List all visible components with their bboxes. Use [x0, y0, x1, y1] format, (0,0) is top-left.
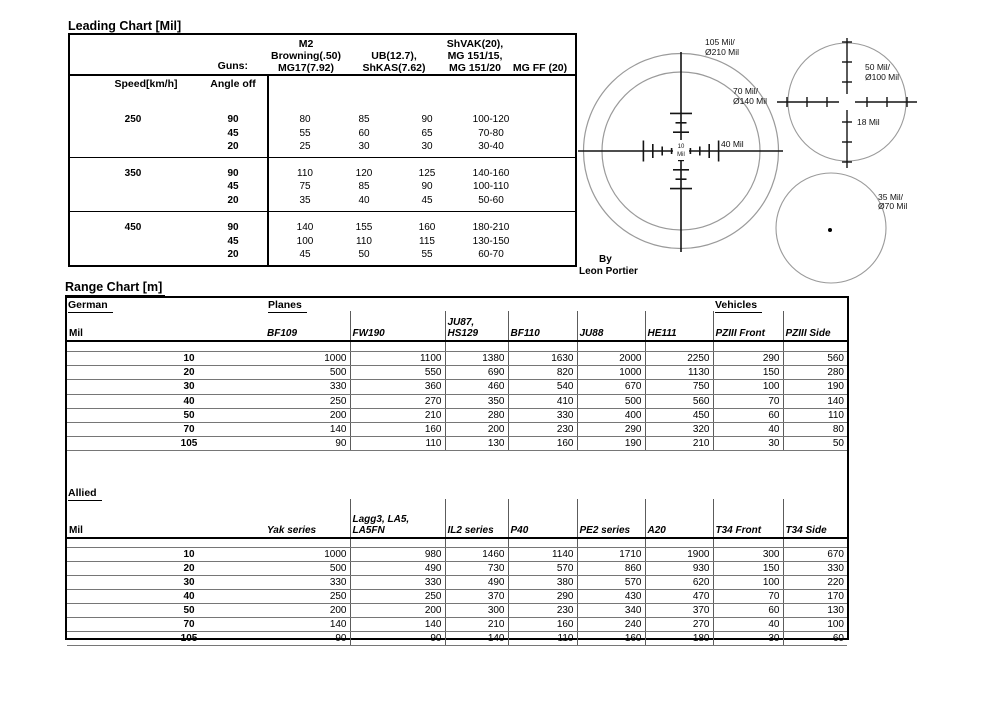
lead-value-cell: 125: [418, 168, 436, 179]
range-cell: 30: [713, 437, 783, 451]
lead-value-cell: 30-40: [478, 141, 504, 152]
range-cell: 560: [645, 394, 713, 408]
leading-group-divider-2: [70, 211, 575, 212]
range-cell: 60: [713, 604, 783, 618]
range-cell: 460: [445, 380, 508, 394]
column-header-line: HE111: [647, 327, 677, 339]
lead-value-cell: 25: [299, 141, 311, 152]
range-cell: 820: [508, 366, 577, 380]
lead-value-cell: 30: [358, 141, 370, 152]
spacer-row: [67, 538, 847, 548]
range-cell: 380: [508, 576, 577, 590]
range-cell: 410: [508, 394, 577, 408]
range-cell: 70: [713, 590, 783, 604]
section-label-vehicles: Vehicles: [715, 299, 762, 313]
speed-cell: 450: [124, 222, 142, 233]
range-cell: 430: [577, 590, 645, 604]
column-header-line: Lagg3, LA5,: [352, 514, 410, 525]
range-cell: 230: [508, 423, 577, 437]
range-cell: 160: [577, 632, 645, 646]
angle-cell: 90: [227, 222, 239, 233]
lead-value-cell: 50-60: [478, 194, 504, 206]
leading-row: [70, 194, 575, 207]
data-row: [67, 590, 847, 604]
column-header-line: PE2 series: [579, 524, 631, 536]
range-cell: 330: [350, 576, 445, 590]
column-header-line: IL2 series: [447, 524, 494, 536]
data-row: [67, 366, 847, 380]
range-cell: 450: [645, 408, 713, 422]
range-cell: 930: [645, 562, 713, 576]
dot-sight-label-line2: Ø70 Mil: [878, 201, 908, 211]
inner-circle-label-line1: 70 Mil/: [733, 86, 759, 96]
range-cell: 180: [645, 632, 713, 646]
header-row: [67, 311, 847, 341]
column-header-line: P40: [510, 524, 529, 536]
lead-value-cell: 130-150: [472, 235, 510, 247]
range-cell: 370: [445, 590, 508, 604]
range-cell: 500: [265, 562, 350, 576]
angle-cell: 20: [227, 194, 239, 206]
range-cell: 980: [350, 548, 445, 562]
range-cell: 500: [577, 394, 645, 408]
range-cell: 150: [713, 366, 783, 380]
range-cell: 250: [265, 394, 350, 408]
angle-cell: 90: [227, 168, 239, 179]
leading-row: [70, 235, 575, 248]
mil-cell: 50: [67, 408, 265, 422]
range-cell: 300: [713, 548, 783, 562]
range-cell: 200: [445, 423, 508, 437]
column-header: [350, 311, 445, 341]
range-cell: 160: [508, 618, 577, 632]
range-cell: 1380: [445, 352, 508, 366]
range-cell: 1900: [645, 548, 713, 562]
gunsight-diagram: [570, 20, 1000, 288]
range-cell: 90: [350, 632, 445, 646]
lead-value-cell: 140-160: [472, 168, 510, 179]
range-cell: 340: [577, 604, 645, 618]
guns-label: Guns:: [217, 60, 248, 72]
data-row: [67, 423, 847, 437]
gun-header-line: MG 151/15,: [447, 50, 503, 62]
gun-header-line: M2: [298, 38, 314, 50]
gun-header-line: ShVAK(20),: [446, 38, 504, 50]
header-row: [67, 499, 847, 538]
leading-group-divider-1: [70, 157, 575, 158]
mil-column-header: Mil: [67, 499, 265, 538]
outer-circle-label-line1: 105 Mil/: [705, 37, 735, 47]
range-cell: 360: [350, 380, 445, 394]
range-cell: 140: [265, 618, 350, 632]
column-header: [350, 499, 445, 538]
range-cell: 550: [350, 366, 445, 380]
gun-header-line: MG17(7.92): [277, 62, 335, 74]
range-cell: 210: [445, 618, 508, 632]
lead-value-cell: 70-80: [478, 127, 504, 139]
range-cell: 1130: [645, 366, 713, 380]
lead-value-cell: 140: [296, 222, 314, 233]
range-chart-table: [65, 296, 849, 644]
range-cell: 330: [265, 576, 350, 590]
range-cell: 210: [350, 408, 445, 422]
range-cell: 230: [508, 604, 577, 618]
mil-cell: 50: [67, 604, 265, 618]
data-row: [67, 380, 847, 394]
column-header-line: T34 Side: [785, 524, 827, 536]
lead-value-cell: 60: [358, 127, 370, 139]
leading-row: [70, 180, 575, 193]
column-header: [783, 499, 847, 538]
range-cell: 90: [265, 632, 350, 646]
range-cell: 220: [783, 576, 847, 590]
spacer-row: [67, 341, 847, 352]
small-cross-sight: [777, 38, 917, 168]
range-cell: 2000: [577, 352, 645, 366]
range-cell: 210: [645, 437, 713, 451]
speed-cell: 350: [124, 168, 142, 179]
eighteen-mil-label: 18 Mil: [857, 117, 880, 127]
column-header-line: JU87,: [447, 317, 475, 328]
range-cell: 130: [445, 437, 508, 451]
column-header-line: T34 Front: [715, 524, 762, 536]
range-cell: 1000: [577, 366, 645, 380]
range-cell: 100: [713, 380, 783, 394]
mil-cell: 70: [67, 423, 265, 437]
lead-value-cell: 55: [299, 127, 311, 139]
range-cell: 150: [713, 562, 783, 576]
range-cell: 90: [265, 437, 350, 451]
range-cell: 670: [783, 548, 847, 562]
center-label-line1: 10: [677, 144, 685, 150]
range-cell: 140: [445, 632, 508, 646]
lead-value-cell: 100: [296, 235, 314, 247]
range-cell: 140: [783, 394, 847, 408]
range-cell: 70: [713, 394, 783, 408]
column-header-line: BF109: [267, 327, 298, 339]
column-header: [645, 499, 713, 538]
lead-value-cell: 60-70: [478, 249, 504, 260]
lead-value-cell: 120: [355, 168, 373, 179]
range-cell: 1000: [265, 548, 350, 562]
column-header: [713, 311, 783, 341]
lead-value-cell: 35: [299, 194, 311, 206]
range-cell: 240: [577, 618, 645, 632]
center-label-line2: Mil: [677, 152, 685, 158]
range-cell: 620: [645, 576, 713, 590]
range-cell: 200: [265, 408, 350, 422]
range-cell: 270: [645, 618, 713, 632]
data-row: [67, 618, 847, 632]
mil-cell: 20: [67, 562, 265, 576]
leading-row: [70, 113, 575, 126]
column-header: [508, 499, 577, 538]
range-cell: 280: [783, 366, 847, 380]
column-header-line: A20: [647, 524, 666, 536]
lead-value-cell: 100-120: [472, 114, 510, 125]
column-header: [265, 499, 350, 538]
column-header-line: FW190: [352, 327, 385, 339]
range-cell: 60: [783, 632, 847, 646]
range-cell: 540: [508, 380, 577, 394]
leading-row: [70, 248, 575, 261]
range-cell: 200: [265, 604, 350, 618]
lead-value-cell: 80: [299, 114, 311, 125]
column-header-line: BF110: [510, 327, 540, 339]
main-reticle: [578, 37, 783, 252]
range-cell: 470: [645, 590, 713, 604]
range-cell: 500: [265, 366, 350, 380]
range-cell: 400: [577, 408, 645, 422]
range-cell: 1460: [445, 548, 508, 562]
range-cell: 730: [445, 562, 508, 576]
mil-cell: 10: [67, 548, 265, 562]
lead-value-cell: 110: [356, 235, 372, 247]
angle-cell: 45: [227, 181, 239, 192]
data-row: [67, 352, 847, 366]
range-cell: 30: [713, 632, 783, 646]
data-row: [67, 632, 847, 646]
data-row: [67, 548, 847, 562]
column-header-line: HS129: [447, 327, 479, 339]
angle-cell: 45: [227, 127, 239, 139]
range-cell: 80: [783, 423, 847, 437]
data-row: [67, 437, 847, 451]
range-cell: 110: [783, 408, 847, 422]
range-cell: 270: [350, 394, 445, 408]
range-cell: 40: [713, 618, 783, 632]
range-cell: 100: [783, 618, 847, 632]
angle-cell: 45: [227, 235, 239, 247]
lead-value-cell: 85: [358, 114, 370, 125]
gun-header-line: MG 151/20: [449, 62, 501, 74]
range-cell: 330: [265, 380, 350, 394]
lead-value-cell: 155: [355, 222, 373, 233]
range-cell: 250: [265, 590, 350, 604]
mil-cell: 105: [67, 437, 265, 451]
range-cell: 690: [445, 366, 508, 380]
forty-mil-label: 40 Mil: [721, 139, 744, 149]
leading-row: [70, 167, 575, 180]
section-label-german: German: [68, 299, 113, 313]
column-header: [577, 499, 645, 538]
column-header-line: JU88: [579, 327, 604, 339]
range-cell: 490: [445, 576, 508, 590]
lead-value-cell: 45: [421, 194, 433, 206]
column-header: [265, 311, 350, 341]
range-cell: 140: [265, 423, 350, 437]
gun-header-line: UB(12.7),: [371, 50, 417, 62]
lead-value-cell: 75: [299, 181, 311, 192]
small-sight-crosshair: [777, 38, 917, 168]
lead-value-cell: 90: [421, 114, 433, 125]
range-cell: 100: [713, 576, 783, 590]
range-cell: 300: [445, 604, 508, 618]
range-cell: 290: [577, 423, 645, 437]
range-cell: 280: [445, 408, 508, 422]
column-header-line: Yak series: [267, 524, 317, 536]
dot-sight-circle: [776, 173, 886, 283]
range-cell: 290: [713, 352, 783, 366]
german-range-table: [67, 311, 847, 451]
range-cell: 670: [577, 380, 645, 394]
range-cell: 750: [645, 380, 713, 394]
lead-value-cell: 180-210: [472, 222, 510, 233]
range-cell: 1140: [508, 548, 577, 562]
range-cell: 290: [508, 590, 577, 604]
inner-circle-label-line2: Ø140 Mil: [733, 96, 768, 106]
range-cell: 110: [508, 632, 577, 646]
dot-sight-dot: [828, 228, 832, 232]
lead-value-cell: 40: [358, 194, 370, 206]
section-label-planes: Planes: [268, 299, 307, 313]
range-cell: 560: [783, 352, 847, 366]
angle-cell: 90: [227, 114, 239, 125]
range-cell: 110: [350, 437, 445, 451]
column-header: [713, 499, 783, 538]
range-cell: 140: [350, 618, 445, 632]
lead-value-cell: 110: [297, 168, 313, 179]
gun-column-header-1: [258, 38, 354, 74]
allied-table: [67, 499, 847, 646]
allied-range-table: [67, 499, 847, 646]
leading-chart-title: Leading Chart [Mil]: [68, 19, 184, 35]
lead-value-cell: 55: [421, 249, 433, 260]
lead-value-cell: 115: [419, 235, 435, 247]
range-cell: 320: [645, 423, 713, 437]
author-credit-by: By: [599, 254, 612, 265]
column-header: [445, 499, 508, 538]
mil-cell: 40: [67, 590, 265, 604]
range-cell: 160: [350, 423, 445, 437]
german-table: [67, 311, 847, 451]
range-cell: 2250: [645, 352, 713, 366]
lead-value-cell: 90: [421, 181, 433, 192]
column-header: [577, 311, 645, 341]
range-cell: 350: [445, 394, 508, 408]
range-cell: 370: [645, 604, 713, 618]
mil-cell: 70: [67, 618, 265, 632]
gun-header-line: ShKAS(7.62): [362, 62, 426, 74]
angle-cell: 20: [227, 141, 239, 152]
range-cell: 490: [350, 562, 445, 576]
range-cell: 130: [783, 604, 847, 618]
lead-value-cell: 65: [421, 127, 433, 139]
section-label-allied: Allied: [68, 487, 102, 501]
mil-cell: 20: [67, 366, 265, 380]
range-cell: 1710: [577, 548, 645, 562]
mil-cell: 105: [67, 632, 265, 646]
range-chart-title: Range Chart [m]: [65, 280, 165, 296]
author-credit-name: Leon Portier: [579, 266, 638, 277]
mil-cell: 30: [67, 576, 265, 590]
leading-row: [70, 221, 575, 234]
data-row: [67, 576, 847, 590]
column-header: [645, 311, 713, 341]
small-sight-label-line2: Ø100 Mil: [865, 72, 900, 82]
range-cell: 330: [783, 562, 847, 576]
data-row: [67, 394, 847, 408]
range-cell: 1630: [508, 352, 577, 366]
dot-sight-label-line1: 35 Mil/: [878, 192, 904, 202]
data-row: [67, 562, 847, 576]
lead-value-cell: 85: [358, 181, 370, 192]
range-cell: 160: [508, 437, 577, 451]
range-cell: 190: [577, 437, 645, 451]
angle-cell: 20: [227, 249, 239, 260]
gun-header-line: Browning(.50): [271, 50, 341, 62]
mil-cell: 30: [67, 380, 265, 394]
data-row: [67, 408, 847, 422]
lead-value-cell: 50: [358, 249, 370, 260]
speed-cell: 250: [124, 114, 142, 125]
column-header: [783, 311, 847, 341]
range-cell: 570: [508, 562, 577, 576]
angle-off-header: Angle off: [210, 78, 256, 90]
range-cell: 1000: [265, 352, 350, 366]
range-cell: 1100: [350, 352, 445, 366]
data-row: [67, 604, 847, 618]
dot-sight: [776, 173, 907, 283]
lead-value-cell: 45: [299, 249, 311, 260]
column-header: [445, 311, 508, 341]
range-cell: 60: [713, 408, 783, 422]
leading-chart-table: [68, 33, 577, 267]
leading-row: [70, 127, 575, 140]
range-cell: 200: [350, 604, 445, 618]
lead-value-cell: 100-110: [473, 181, 509, 192]
range-cell: 330: [508, 408, 577, 422]
range-cell: 40: [713, 423, 783, 437]
column-header-line: LA5FN: [352, 524, 385, 536]
range-cell: 190: [783, 380, 847, 394]
mil-cell: 40: [67, 394, 265, 408]
outer-circle-label-line2: Ø210 Mil: [705, 47, 740, 57]
leading-row: [70, 140, 575, 153]
mil-column-header: Mil: [67, 311, 265, 341]
small-sight-label-line1: 50 Mil/: [865, 62, 891, 72]
lead-value-cell: 160: [418, 222, 436, 233]
gun-header-line: MG FF (20): [512, 62, 568, 74]
range-cell: 570: [577, 576, 645, 590]
mil-cell: 10: [67, 352, 265, 366]
leading-header-divider: [70, 74, 575, 76]
range-cell: 860: [577, 562, 645, 576]
range-cell: 250: [350, 590, 445, 604]
lead-value-cell: 30: [421, 141, 433, 152]
range-cell: 170: [783, 590, 847, 604]
speed-header: Speed[km/h]: [114, 78, 178, 90]
column-header-line: PZIII Front: [715, 327, 765, 339]
column-header-line: PZIII Side: [785, 327, 831, 339]
range-cell: 50: [783, 437, 847, 451]
column-header: [508, 311, 577, 341]
